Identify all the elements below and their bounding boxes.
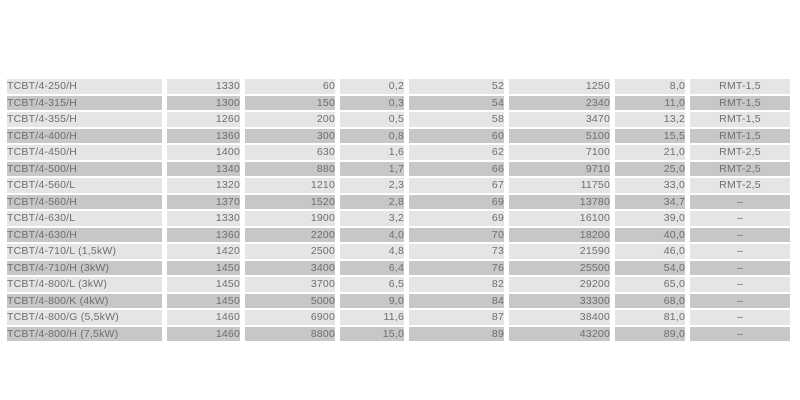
table-cell: 38400 [509,310,610,325]
table-cell: 87 [409,310,504,325]
table-cell: RMT-1,5 [690,96,790,111]
table-row [7,211,790,226]
table-cell: 69 [409,195,504,210]
table-cell: 6,4 [340,261,404,276]
table-cell: 1460 [167,310,240,325]
model-cell: TCBT/4-710/H (3kW) [7,261,162,276]
table-cell: RMT-2,5 [690,162,790,177]
table-cell: 1450 [167,277,240,292]
table-cell: RMT-2,5 [690,145,790,160]
table-cell: RMT-1,5 [690,129,790,144]
table-cell: 1320 [167,178,240,193]
table-cell: – [690,195,790,210]
table-cell: 33,0 [615,178,685,193]
table-cell: 1,7 [340,162,404,177]
table-cell: 54 [409,96,504,111]
table-row [7,228,790,243]
table-cell: 13780 [509,195,610,210]
table-cell: RMT-1,5 [690,79,790,94]
table-cell: 0,5 [340,112,404,127]
table-cell: 150 [245,96,335,111]
table-cell: 8800 [245,327,335,342]
table-row [7,310,790,325]
table-cell: 16100 [509,211,610,226]
table-cell: 1300 [167,96,240,111]
table-row [7,327,790,342]
table-cell: 33300 [509,294,610,309]
table-cell: 1,6 [340,145,404,160]
table-row [7,277,790,292]
table-cell: 0,2 [340,79,404,94]
table-cell: 1330 [167,211,240,226]
table-row [7,96,790,111]
table-cell: 43200 [509,327,610,342]
table-row [7,294,790,309]
table-cell: 2340 [509,96,610,111]
table-cell: RMT-1,5 [690,112,790,127]
table-cell: 2,3 [340,178,404,193]
table-cell: 1450 [167,294,240,309]
table-cell: 39,0 [615,211,685,226]
model-cell: TCBT/4-630/L [7,211,162,226]
table-row [7,79,790,94]
model-cell: TCBT/4-560/H [7,195,162,210]
table-cell: – [690,228,790,243]
table-cell: 11750 [509,178,610,193]
table-cell: 2500 [245,244,335,259]
table-row [7,112,790,127]
table-cell: 21590 [509,244,610,259]
table-cell: 1330 [167,79,240,94]
table-cell: 9,0 [340,294,404,309]
table-cell: 2200 [245,228,335,243]
table-cell: 1450 [167,261,240,276]
table-cell: 1360 [167,129,240,144]
table-row [7,162,790,177]
table-cell: 46,0 [615,244,685,259]
table-cell: – [690,261,790,276]
table-cell: 58 [409,112,504,127]
table-cell: 60 [245,79,335,94]
table-cell: – [690,244,790,259]
table-cell: 0,3 [340,96,404,111]
table-row [7,261,790,276]
table-cell: 0,8 [340,129,404,144]
table-cell: – [690,277,790,292]
table-cell: 3400 [245,261,335,276]
table-cell: 6,5 [340,277,404,292]
table-cell: 68,0 [615,294,685,309]
table-cell: 1360 [167,228,240,243]
table-cell: 1340 [167,162,240,177]
table-cell: 1370 [167,195,240,210]
table-cell: 69 [409,211,504,226]
table-cell: 15,5 [615,129,685,144]
table-cell: 11,6 [340,310,404,325]
table-cell: 3700 [245,277,335,292]
table-cell: 1520 [245,195,335,210]
table-cell: 13,2 [615,112,685,127]
table-cell: 200 [245,112,335,127]
table-cell: 60 [409,129,504,144]
table-cell: 1400 [167,145,240,160]
table-cell: 6900 [245,310,335,325]
table-cell: 73 [409,244,504,259]
table-cell: 1210 [245,178,335,193]
table-row [7,244,790,259]
model-cell: TCBT/4-250/H [7,79,162,94]
table-cell: 67 [409,178,504,193]
model-cell: TCBT/4-800/K (4kW) [7,294,162,309]
table-cell: 21,0 [615,145,685,160]
spec-table-body [7,79,790,341]
model-cell: TCBT/4-630/H [7,228,162,243]
table-cell: 15,0 [340,327,404,342]
model-cell: TCBT/4-400/H [7,129,162,144]
table-cell: 81,0 [615,310,685,325]
model-cell: TCBT/4-800/H (7,5kW) [7,327,162,342]
table-cell: 7100 [509,145,610,160]
table-cell: 52 [409,79,504,94]
table-cell: 29200 [509,277,610,292]
table-cell: 3470 [509,112,610,127]
model-cell: TCBT/4-560/L [7,178,162,193]
table-cell: – [690,327,790,342]
spec-table [2,77,795,343]
table-row [7,195,790,210]
table-cell: 1420 [167,244,240,259]
table-cell: 34,7 [615,195,685,210]
table-cell: 3,2 [340,211,404,226]
table-cell: 70 [409,228,504,243]
table-cell: 880 [245,162,335,177]
table-cell: 89,0 [615,327,685,342]
table-row [7,178,790,193]
table-cell: 65,0 [615,277,685,292]
table-cell: 1250 [509,79,610,94]
model-cell: TCBT/4-355/H [7,112,162,127]
model-cell: TCBT/4-450/H [7,145,162,160]
table-cell: 82 [409,277,504,292]
table-cell: – [690,211,790,226]
table-cell: 1260 [167,112,240,127]
table-cell: 2,8 [340,195,404,210]
table-row [7,129,790,144]
table-cell: – [690,310,790,325]
table-cell: 4,8 [340,244,404,259]
table-row [7,145,790,160]
table-cell: – [690,294,790,309]
table-cell: RMT-2,5 [690,178,790,193]
model-cell: TCBT/4-315/H [7,96,162,111]
table-cell: 66 [409,162,504,177]
table-cell: 5000 [245,294,335,309]
table-cell: 18200 [509,228,610,243]
table-cell: 62 [409,145,504,160]
table-cell: 1900 [245,211,335,226]
model-cell: TCBT/4-710/L (1,5kW) [7,244,162,259]
table-cell: 89 [409,327,504,342]
table-cell: 25,0 [615,162,685,177]
table-cell: 76 [409,261,504,276]
model-cell: TCBT/4-800/L (3kW) [7,277,162,292]
table-cell: 84 [409,294,504,309]
table-cell: 300 [245,129,335,144]
table-cell: 4,0 [340,228,404,243]
model-cell: TCBT/4-500/H [7,162,162,177]
table-cell: 9710 [509,162,610,177]
table-cell: 40,0 [615,228,685,243]
table-cell: 1460 [167,327,240,342]
table-cell: 54,0 [615,261,685,276]
table-cell: 11,0 [615,96,685,111]
table-cell: 5100 [509,129,610,144]
model-cell: TCBT/4-800/G (5,5kW) [7,310,162,325]
table-cell: 630 [245,145,335,160]
table-cell: 25500 [509,261,610,276]
table-cell: 8,0 [615,79,685,94]
